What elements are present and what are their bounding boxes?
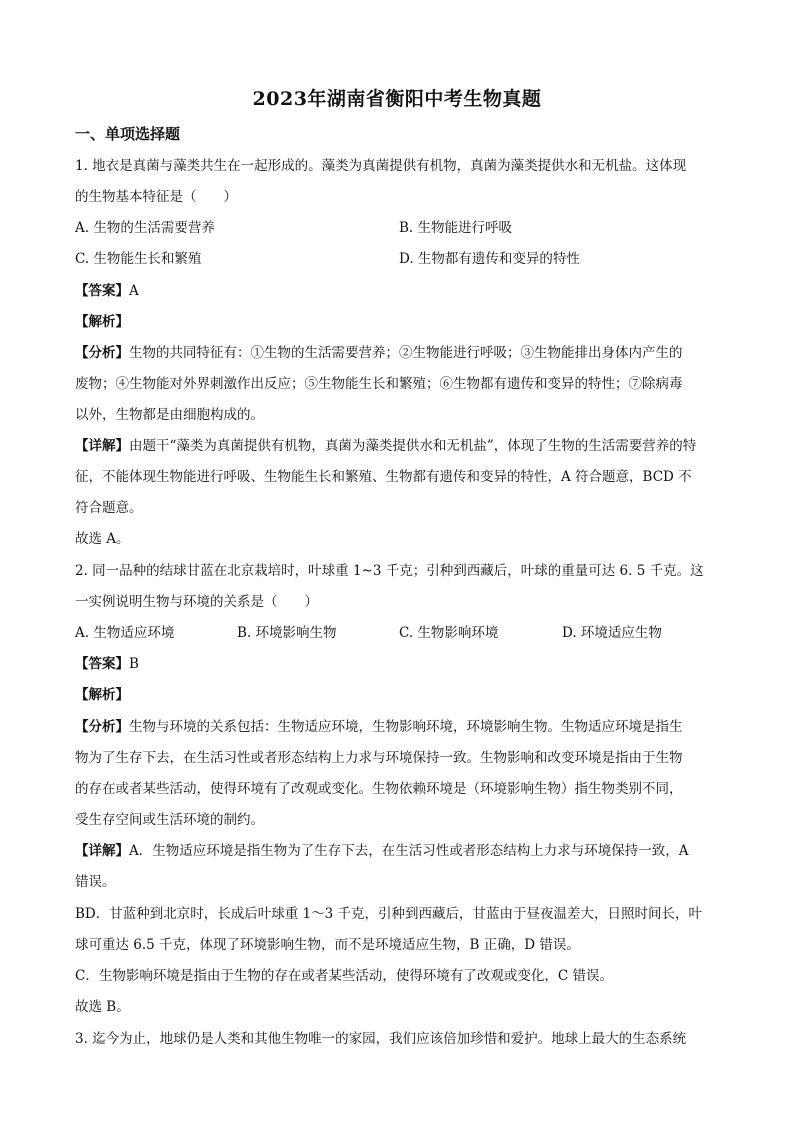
q2-option-c: C. 生物影响环境 [399, 625, 499, 641]
analysis-tag: 【分析】 [75, 719, 129, 735]
detail-tag: 【详解】 [75, 438, 129, 454]
q2-option-a: A. 生物适应环境 [75, 625, 175, 641]
q2-stem-line-1: 2. 同一品种的结球甘蓝在北京栽培时，叶球重 1~3 千克；引种到西藏后，叶球的重量可达 6. 5 千克。这 [75, 563, 704, 579]
q1-answer [75, 282, 725, 300]
q3-stem-line-1: 3. 迄今为止，地球仍是人类和其他生物唯一的家园，我们应该倍加珍惜和爱护。地球上最大的生态系统 [75, 1031, 687, 1047]
answer-value: A [129, 283, 139, 299]
q2-stem-line-2: 一实例说明生物与环境的关系是（ ） [75, 594, 318, 610]
q1-analysis-line-3: 以外，生物都是由细胞构成的。 [75, 407, 264, 423]
answer-tag: 【答案】 [75, 283, 129, 299]
q2-explanation-heading: 【解析】 [75, 687, 129, 703]
q2-detail-line-3: BD．甘蓝种到北京时，长成后叶球重 1～3 千克，引种到西藏后，甘蓝由于昼夜温差大，日照时间长，叶 [75, 906, 703, 922]
q1-detail-line-3: 符合题意。 [75, 500, 143, 516]
q1-stem-line-1: 1. 地衣是真菌与藻类共生在一起形成的。藻类为真菌提供有机物，真菌为藻类提供水和无机盐。这体现 [75, 158, 687, 174]
q1-option-b: B. 生物能进行呼吸 [399, 220, 513, 236]
q2-detail-line-2: 错误。 [75, 874, 116, 890]
q1-option-d: D. 生物都有遗传和变异的特性 [399, 251, 580, 267]
detail-tag: 【详解】 [75, 843, 129, 859]
detail-text: A．生物适应环境是指生物为了生存下去，在生活习性或者形态结构上力求与环境保持一致，A [129, 843, 689, 859]
analysis-text: 生物的共同特征有：①生物的生活需要营养；②生物能进行呼吸；③生物能排出身体内产生的 [129, 345, 683, 361]
q1-stem-line-2: 的生物基本特征是（ ） [75, 189, 237, 205]
answer-tag: 【答案】 [75, 656, 129, 672]
q1-explanation-heading: 【解析】 [75, 314, 129, 330]
q2-analysis-line-4: 受生存空间或生活环境的制约。 [75, 812, 264, 828]
q1-detail-line-1 [75, 437, 725, 455]
q1-analysis-line-2: 废物；④生物能对外界刺激作出反应；⑤生物能生长和繁殖；⑥生物都有遗传和变异的特性；⑦除病毒 [75, 376, 683, 392]
q1-choice: 故选 A。 [75, 531, 130, 547]
q2-option-d: D. 环境适应生物 [562, 625, 662, 641]
q2-analysis-line-3: 的存在或者某些活动，使得环境有了改观或变化。生物依赖环境是（环境影响生物）指生物类别不同， [75, 781, 683, 797]
detail-text: 由题干“藻类为真菌提供有机物，真菌为藻类提供水和无机盐”，体现了生物的生活需要营养的特 [129, 438, 697, 454]
q2-analysis-line-2: 物为了生存下去，在生活习性或者形态结构上力求与环境保持一致。生物影响和改变环境是指由于生物 [75, 750, 683, 766]
q1-detail-line-2: 征，不能体现生物能进行呼吸、生物能生长和繁殖、生物都有遗传和变异的特性，A 符合题意，BCD 不 [75, 469, 692, 485]
document-title: 2023年湖南省衡阳中考生物真题 [252, 88, 542, 110]
q2-answer [75, 655, 725, 673]
analysis-text: 生物与环境的关系包括：生物适应环境，生物影响环境，环境影响生物。生物适应环境是指生 [129, 719, 683, 735]
q2-detail-line-4: 球可重达 6.5 千克，体现了环境影响生物，而不是环境适应生物，B 正确，D 错误。 [75, 937, 580, 953]
q1-option-c: C. 生物能生长和繁殖 [75, 251, 202, 267]
analysis-tag: 【分析】 [75, 345, 129, 361]
q2-detail-line-1 [75, 842, 725, 860]
q1-option-a: A. 生物的生活需要营养 [75, 220, 215, 236]
answer-value: B [129, 656, 139, 672]
q2-analysis-line-1 [75, 718, 725, 736]
q1-analysis-line-1 [75, 344, 725, 362]
q2-detail-line-5: C．生物影响环境是指由于生物的存在或者某些活动，使得环境有了改观或变化，C 错误。 [75, 968, 613, 984]
section-heading: 一、单项选择题 [75, 125, 181, 143]
q2-choice: 故选 B。 [75, 999, 130, 1015]
q2-option-b: B. 环境影响生物 [237, 625, 337, 641]
